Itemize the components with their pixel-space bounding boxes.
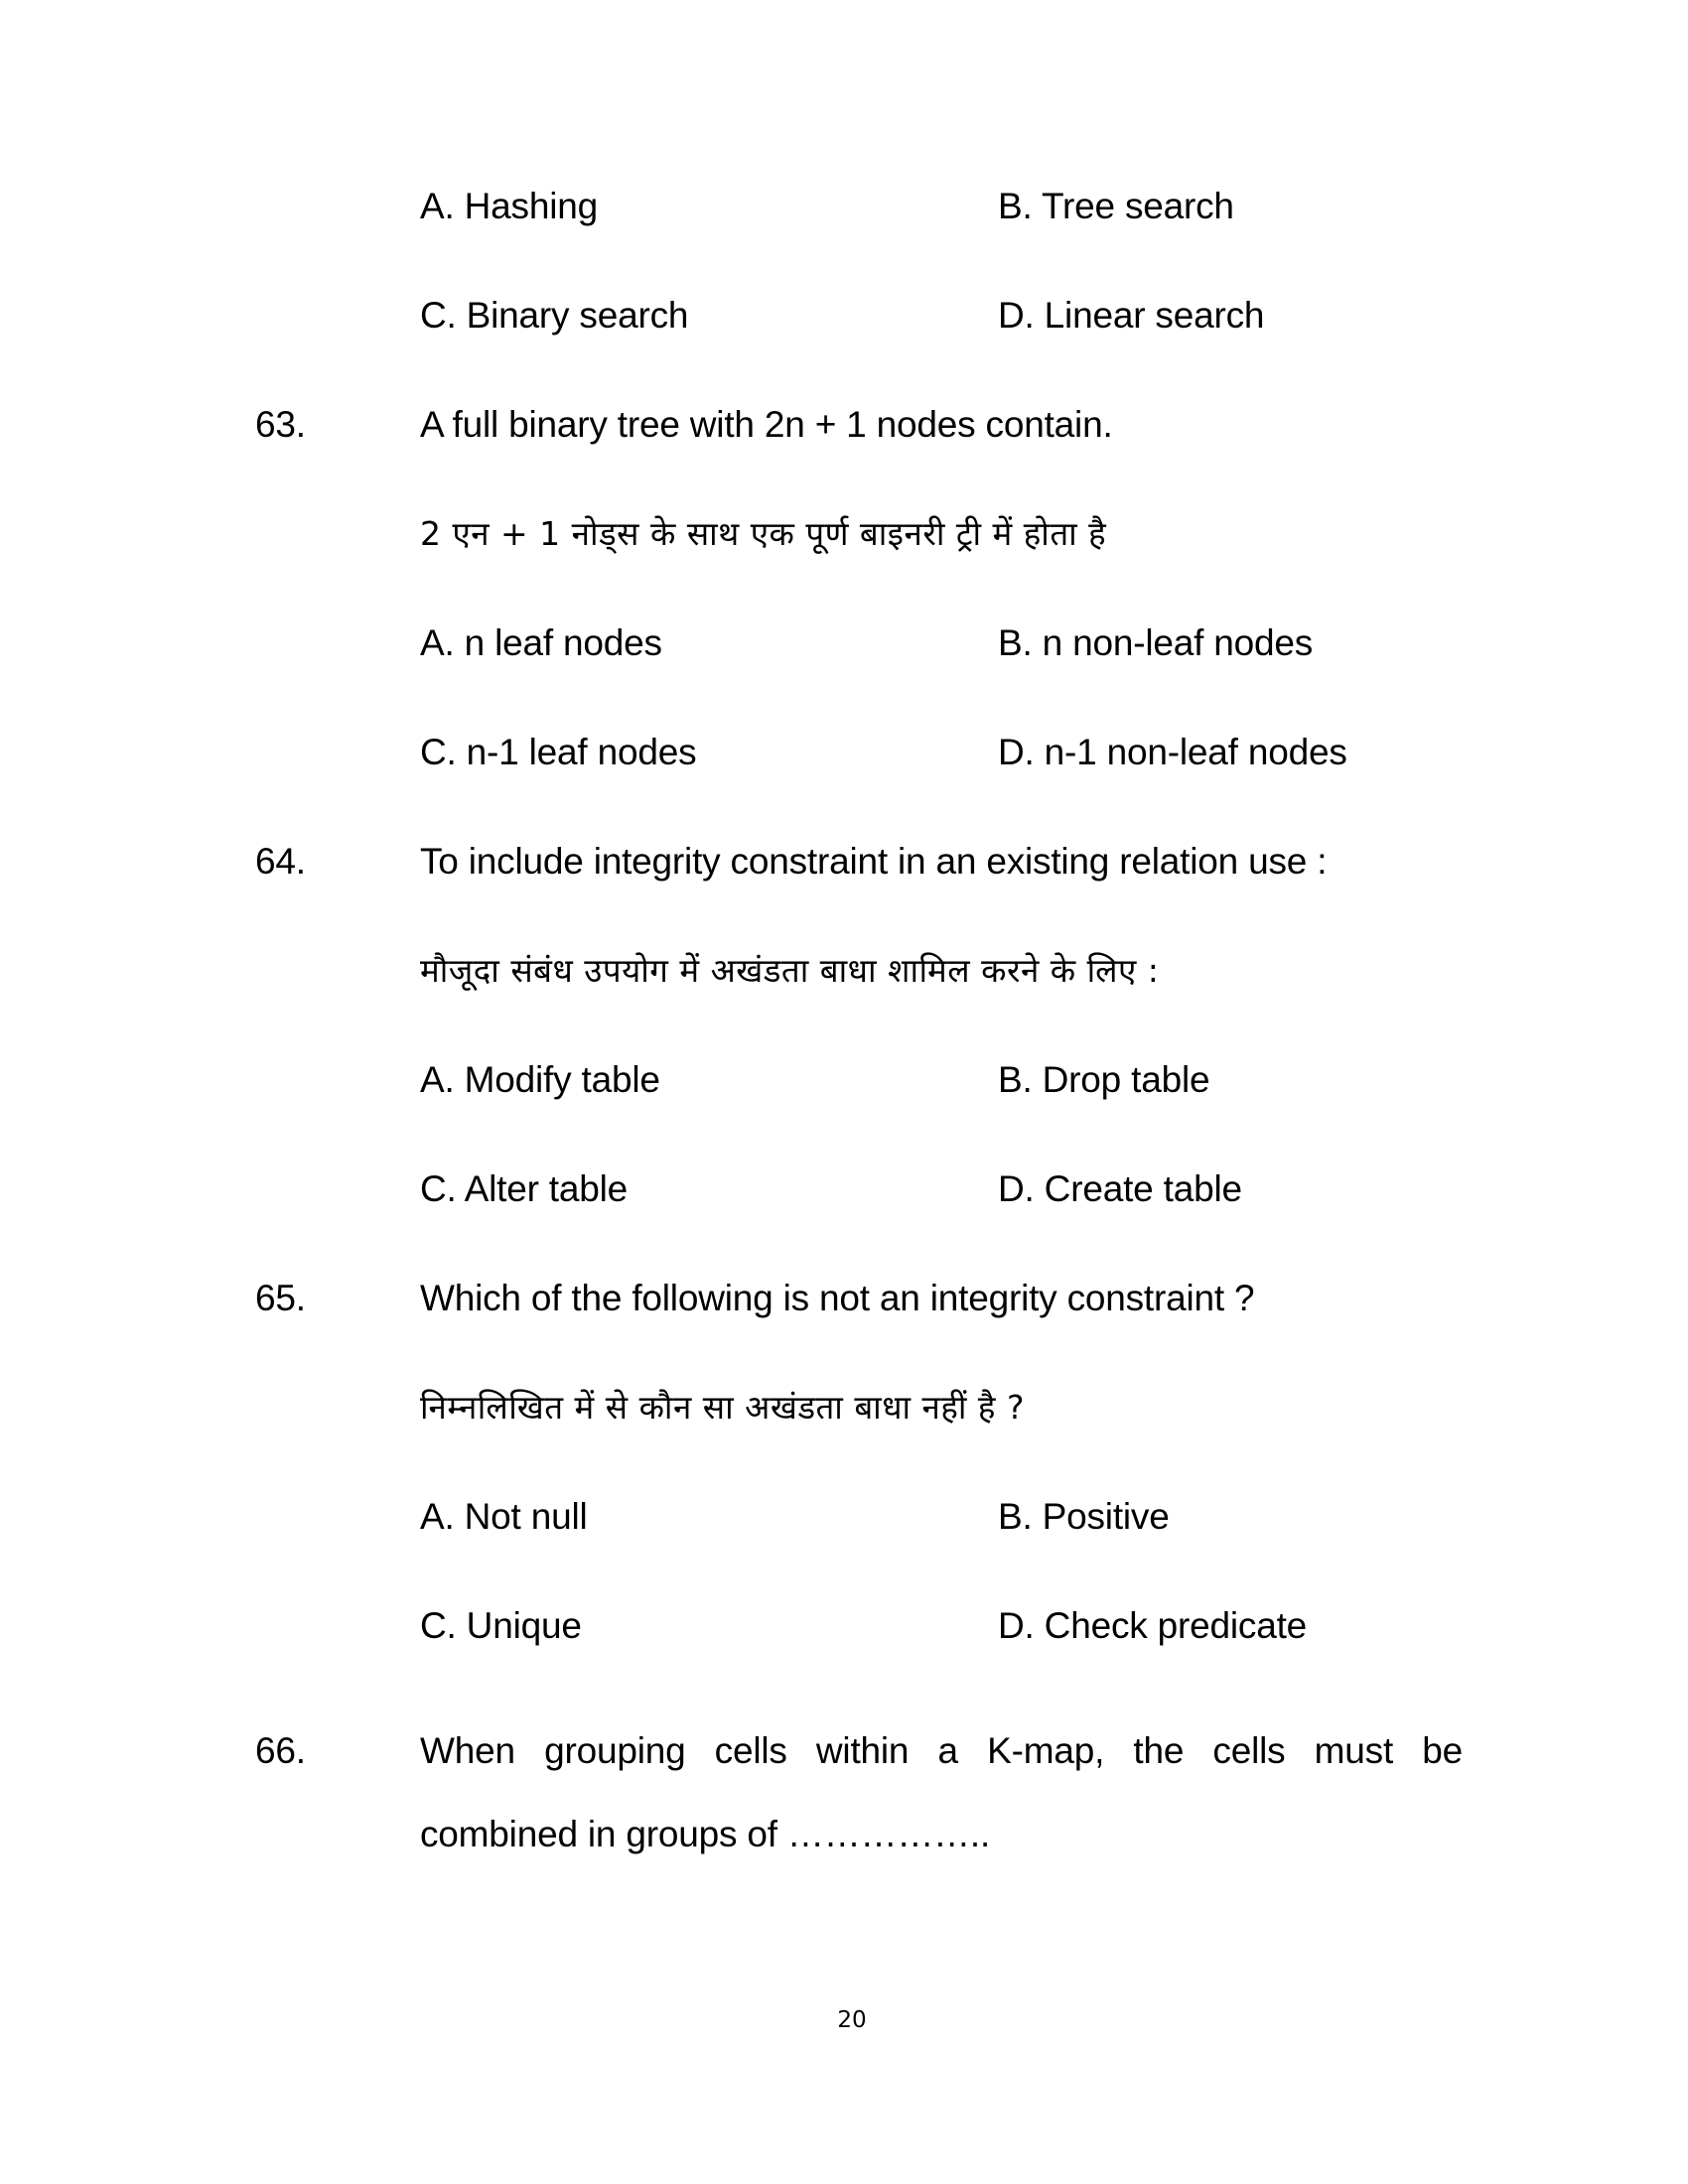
question-number: 66. bbox=[255, 1730, 306, 1771]
option-a: A. Modify table bbox=[420, 1059, 660, 1100]
option-c: C. Unique bbox=[420, 1605, 582, 1646]
option-d: D. Create table bbox=[998, 1168, 1242, 1209]
option-d: D. Linear search bbox=[998, 295, 1265, 336]
question-text-hindi: मौजूदा संबंध उपयोग में अखंडता बाधा शामिल करने के लिए : bbox=[420, 951, 1160, 990]
question-text-english: Which of the following is not an integrity constraint ? bbox=[420, 1278, 1255, 1318]
question-text-english: To include integrity constraint in an existing relation use : bbox=[420, 841, 1328, 882]
option-b: B. Drop table bbox=[998, 1059, 1210, 1100]
option-b: B. Positive bbox=[998, 1496, 1170, 1537]
question-number: 63. bbox=[255, 404, 306, 445]
question-text-english: A full binary tree with 2n + 1 nodes contain. bbox=[420, 404, 1113, 445]
question-text-hindi: 2 एन + 1 नोड्स के साथ एक पूर्ण बाइनरी ट्री में होता है bbox=[420, 514, 1107, 553]
option-a: A. Not null bbox=[420, 1496, 588, 1537]
option-a: A. n leaf nodes bbox=[420, 622, 662, 663]
question-text-english-line2: combined in groups of …………….. bbox=[420, 1814, 991, 1854]
option-d: D. n-1 non-leaf nodes bbox=[998, 732, 1347, 772]
option-d: D. Check predicate bbox=[998, 1605, 1308, 1646]
option-c: C. Alter table bbox=[420, 1168, 629, 1209]
option-b: B. n non-leaf nodes bbox=[998, 622, 1314, 663]
option-c: C. n-1 leaf nodes bbox=[420, 732, 697, 772]
option-b: B. Tree search bbox=[998, 186, 1234, 226]
question-text-english-line1: When grouping cells within a K-map, the cells must be bbox=[420, 1730, 1463, 1771]
question-number: 64. bbox=[255, 841, 306, 882]
page-number: 20 bbox=[837, 2007, 867, 2033]
question-text-hindi: निम्नलिखित में से कौन सा अखंडता बाधा नहीं है ? bbox=[420, 1388, 1025, 1427]
option-a: A. Hashing bbox=[420, 186, 598, 226]
option-c: C. Binary search bbox=[420, 295, 689, 336]
question-number: 65. bbox=[255, 1278, 306, 1318]
